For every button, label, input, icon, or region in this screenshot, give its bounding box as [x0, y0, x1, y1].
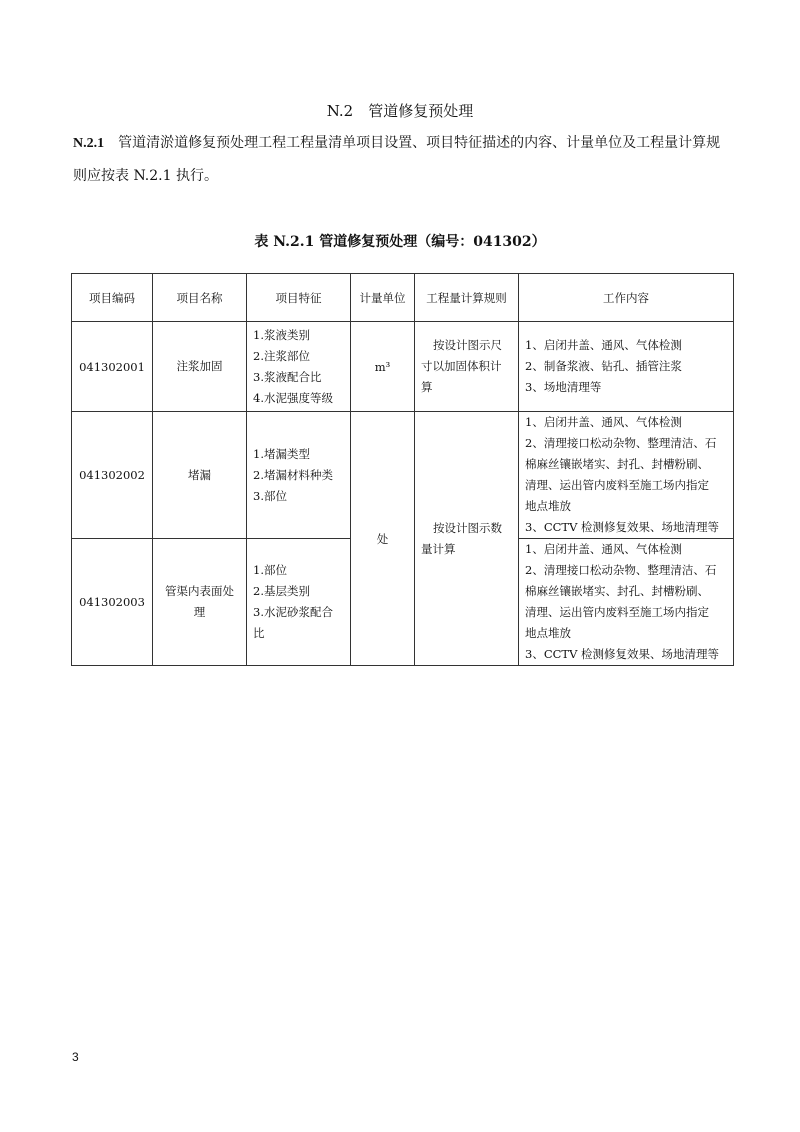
code-cell: 041302003	[72, 539, 153, 666]
cell-line: 1.浆液类别	[253, 327, 310, 342]
cell-line: 3.部位	[253, 488, 287, 503]
cell-line: 4.水泥强度等级	[253, 390, 333, 405]
work-cell	[519, 412, 734, 539]
header-cell: 工作内容	[519, 274, 734, 322]
cell-line: 堵漏	[188, 467, 211, 482]
header-cell: 工程量计算规则	[415, 274, 519, 322]
cell-line: 3.浆液配合比	[253, 369, 322, 384]
cell-line: 管渠内表面处	[165, 584, 234, 598]
unit-cell: 处	[351, 412, 415, 666]
cell-line: 1.堵漏类型	[253, 446, 310, 461]
cell-line: 3、场地清理等	[525, 380, 602, 394]
rule-cell	[415, 322, 519, 412]
cell-line: 2、清理接口松动杂物、整理清洁、石	[525, 563, 717, 577]
features-cell	[247, 412, 351, 539]
table-caption: 表 N.2.1 管道修复预处理（编号：041302）	[254, 234, 546, 250]
cell-line: 2.注浆部位	[253, 348, 310, 363]
page-number: 3	[72, 1050, 79, 1064]
cell-line: 算	[421, 380, 433, 394]
cell-line: 2、清理接口松动杂物、整理清洁、石	[525, 436, 717, 450]
features-cell	[247, 322, 351, 412]
cell-line: 寸以加固体积计	[421, 359, 502, 373]
clause-text: 管道清淤道修复预处理工程工程量清单项目设置、项目特征描述的内容、计量单位及工程量计算规则应按表 N.2.1 执行。	[73, 135, 721, 184]
cell-line: 地点堆放	[525, 626, 571, 640]
work-cell	[519, 539, 734, 666]
unit-cell: m³	[351, 322, 415, 412]
cell-line: 1.部位	[253, 563, 287, 577]
name-cell	[153, 412, 247, 539]
code-cell: 041302002	[72, 412, 153, 539]
cell-line: 量计算	[421, 541, 456, 556]
cell-line: 2.堵漏材料种类	[253, 467, 333, 482]
cell-line: 3、CCTV 检测修复效果、场地清理等	[525, 647, 720, 661]
cell-line: 理	[193, 605, 206, 619]
cell-line: 3、CCTV 检测修复效果、场地清理等	[525, 520, 720, 534]
pretreatment-table	[71, 273, 734, 666]
cell-line: 1、启闭井盖、通风、气体检测	[525, 415, 682, 429]
rule-cell	[415, 412, 519, 666]
section-heading: N.2 管道修复预处理	[326, 102, 474, 120]
clause-paragraph	[73, 127, 733, 192]
header-cell: 项目特征	[247, 274, 351, 322]
cell-line: 地点堆放	[525, 499, 571, 513]
cell-line: 3.水泥砂浆配合	[253, 605, 333, 619]
table-row	[72, 322, 734, 412]
work-cell	[519, 322, 734, 412]
header-cell: 项目名称	[153, 274, 247, 322]
cell-line: 棉麻丝镶嵌堵实、封孔、封槽粉刷、	[525, 584, 709, 598]
cell-line: 按设计图示数	[433, 520, 502, 535]
clause-number: N.2.1	[73, 136, 105, 151]
cell-line: 2.基层类别	[253, 584, 310, 598]
cell-line: 注浆加固	[176, 359, 223, 373]
cell-line: 清理、运出管内废料至施工场内指定	[525, 478, 709, 492]
cell-line: 清理、运出管内废料至施工场内指定	[525, 605, 709, 619]
cell-line: 棉麻丝镶嵌堵实、封孔、封槽粉刷、	[525, 457, 709, 471]
cell-line: 比	[253, 626, 265, 640]
cell-line: 2、制备浆液、钻孔、插管注浆	[525, 359, 682, 373]
header-cell: 项目编码	[72, 274, 153, 322]
name-cell	[153, 322, 247, 412]
cell-line: 1、启闭井盖、通风、气体检测	[525, 338, 682, 352]
table-header-row	[72, 274, 734, 322]
cell-line: 按设计图示尺	[433, 338, 502, 352]
name-cell	[153, 539, 247, 666]
cell-line: 1、启闭井盖、通风、气体检测	[525, 542, 682, 556]
table-row	[72, 412, 734, 539]
header-cell: 计量单位	[351, 274, 415, 322]
code-cell: 041302001	[72, 322, 153, 412]
features-cell	[247, 539, 351, 666]
